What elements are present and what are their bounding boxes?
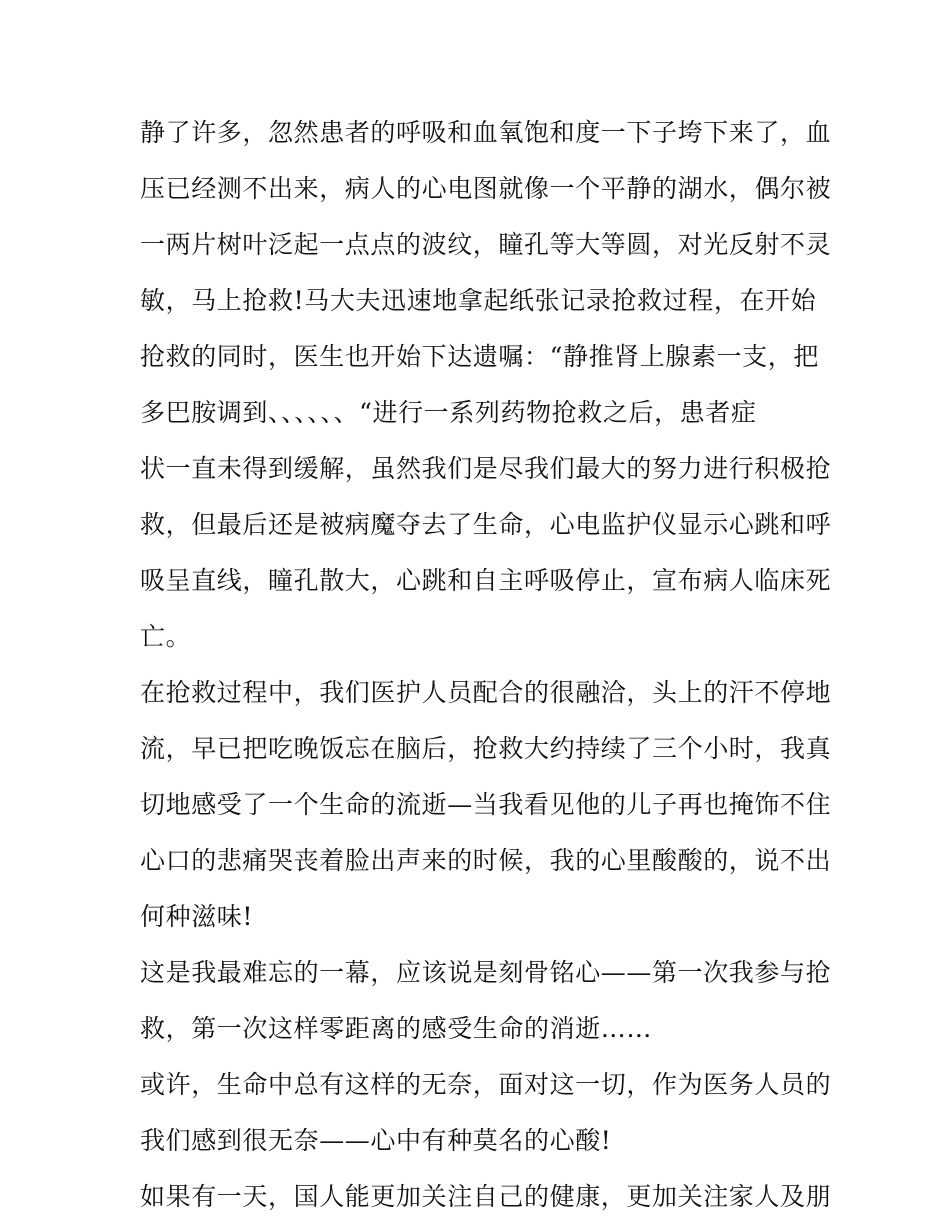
- text-line: 我们感到很无奈——心中有种莫名的心酸!: [140, 1126, 612, 1155]
- text-line: 在抢救过程中，我们医护人员配合的很融洽，头上的汗不停地: [140, 678, 832, 707]
- paragraph-5: [140, 1169, 832, 1225]
- text-line: 吸呈直线，瞳孔散大，心跳和自主呼吸停止，宣布病人临床死: [140, 566, 832, 595]
- paragraph-2: [140, 665, 832, 945]
- text-line: 何种滋味!: [140, 902, 254, 931]
- text-line: 状一直未得到缓解，虽然我们是尽我们最大的努力进行积极抢: [140, 454, 832, 483]
- text-line: 压已经测不出来，病人的心电图就像一个平静的湖水，偶尔被: [140, 174, 832, 203]
- text-line: 多巴胺调到、、、、、、“进行一系列药物抢救之后，患者症: [140, 398, 757, 427]
- text-line: 敏，马上抢救!马大夫迅速地拿起纸张记录抢救过程，在开始: [140, 286, 817, 315]
- text-line: 救，第一次这样零距离的感受生命的消逝……: [140, 1014, 653, 1043]
- text-line: 抢救的同时，医生也开始下达遗嘱：“静推肾上腺素一支，把: [140, 342, 819, 371]
- text-line: 或许，生命中总有这样的无奈，面对这一切，作为医务人员的: [140, 1070, 832, 1099]
- text-line: 切地感受了一个生命的流逝—当我看见他的儿子再也掩饰不住: [140, 790, 832, 819]
- text-line: 流，早已把吃晚饭忘在脑后，抢救大约持续了三个小时，我真: [140, 734, 832, 763]
- text-line: 静了许多，忽然患者的呼吸和血氧饱和度一下子垮下来了，血: [140, 118, 832, 147]
- text-line: 救，但最后还是被病魔夺去了生命，心电监护仪显示心跳和呼: [140, 510, 832, 539]
- text-line: 亡。: [140, 622, 192, 651]
- body-text: [140, 105, 832, 1225]
- paragraph-1: [140, 105, 832, 665]
- paragraph-3: [140, 945, 832, 1057]
- text-line: 一两片树叶泛起一点点的波纹，瞳孔等大等圆，对光反射不灵: [140, 230, 832, 259]
- text-line: 心口的悲痛哭丧着脸出声来的时候，我的心里酸酸的，说不出: [140, 846, 832, 875]
- text-line: 这是我最难忘的一幕，应该说是刻骨铭心——第一次我参与抢: [140, 958, 832, 987]
- paragraph-4: [140, 1057, 832, 1169]
- text-line: 如果有一天，国人能更加关注自己的健康，更加关注家人及朋: [140, 1182, 832, 1211]
